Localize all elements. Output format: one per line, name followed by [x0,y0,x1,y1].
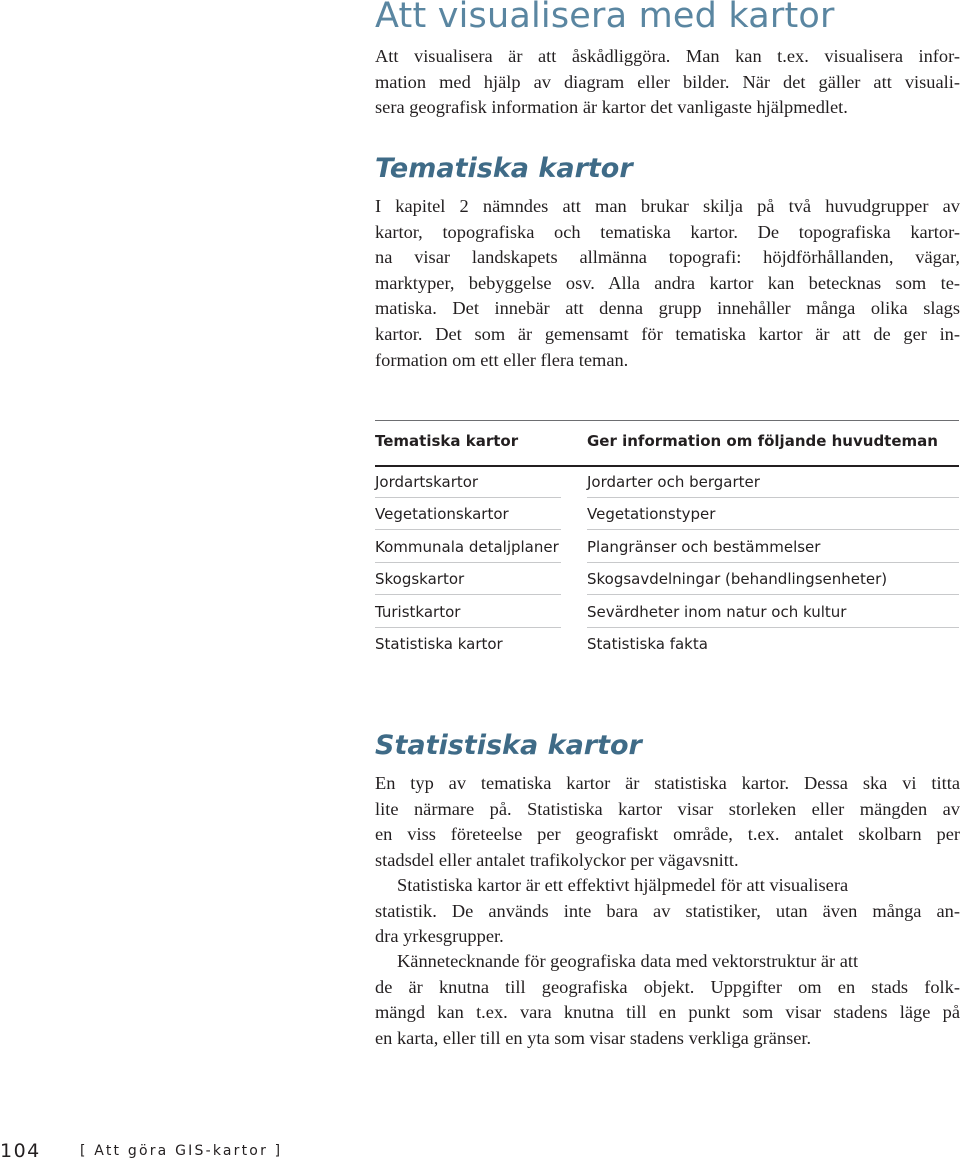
text-line: Kännetecknande för geografiska data med vektorstruktur är att [397,951,859,971]
table-cell-map-type: Kommunala detaljplaner [375,538,559,556]
table-header-cell: Ger information om följande huvudteman [587,432,938,450]
text-line: en karta, eller till en yta som visar stadens verkliga gränser. [375,1027,812,1048]
table-cell-map-type: Skogskartor [375,570,465,588]
row-divider [587,627,959,628]
text-line: En typ av tematiska kartor är statistiska kartor. Dessa ska vi titta [375,773,960,793]
text-line: matiska. Det innebär att denna grupp innehåller många olika slags [375,298,960,319]
row-divider [375,594,561,595]
statistiska-paragraph-3 [375,949,960,1051]
row-divider [587,529,959,530]
text-line: formation om ett eller flera teman. [375,349,629,370]
statistiska-paragraph-1 [375,771,960,873]
page-number: 104 [0,1140,41,1162]
text-line: lite närmare på. Statistiska kartor visar storleken eller mängden av [375,798,960,819]
row-divider [375,627,561,628]
table-cell-theme: Vegetationstyper [587,505,716,523]
text-line: en viss företeelse per geografiskt område, t.ex. antalet skolbarn per [375,824,960,845]
table-cell-map-type: Statistiska kartor [375,635,503,653]
text-line: kartor, topografiska och tematiska kartor. De topografiska kartor- [375,221,960,242]
table-cell-map-type: Turistkartor [375,603,461,621]
text-line: de är knutna till geografiska objekt. Uppgifter om en stads folk- [375,976,960,997]
table-cell-theme: Statistiska fakta [587,635,708,653]
running-footer-title: [ Att göra GIS-kartor ] [80,1143,283,1159]
text-line: kartor. Det som är gemensamt för tematiska kartor är att de ger in- [375,323,960,344]
table-header-cell: Tematiska kartor [375,432,519,450]
text-line: I kapitel 2 nämndes att man brukar skilja på två huvudgrupper av [375,196,960,216]
text-line: mation med hjälp av diagram eller bilder. När det gäller att visuali- [375,71,960,92]
row-divider [587,497,959,498]
text-line: mängd kan t.ex. vara knutna till en punkt som visar stadens läge på [375,1002,960,1023]
row-divider [375,497,561,498]
intro-paragraph [375,44,960,121]
table-cell-theme: Sevärdheter inom natur och kultur [587,603,847,621]
table-cell-theme: Skogsavdelningar (behandlingsenheter) [587,570,888,588]
text-line: na visar landskapets allmänna topografi: höjdförhållanden, vägar, [375,247,960,268]
text-line: stadsdel eller antalet trafikolyckor per vägavsnitt. [375,849,739,870]
tematiska-paragraph [375,194,960,373]
row-divider [375,529,561,530]
table-top-rule [375,420,959,421]
section-heading-statistiska: Statistiska kartor [375,730,642,761]
text-line: Att visualisera är att åskådliggöra. Man kan t.ex. visualisera infor- [375,46,960,66]
section-heading-tematiska: Tematiska kartor [375,153,633,184]
text-line: dra yrkesgrupper. [375,926,504,947]
page-title: Att visualisera med kartor [375,0,835,36]
text-line: marktyper, bebyggelse osv. Alla andra kartor kan betecknas som te- [375,272,960,293]
text-line: sera geografisk information är kartor det vanligaste hjälpmedlet. [375,97,848,118]
statistiska-paragraph-2 [375,873,960,950]
table-cell-map-type: Jordartskartor [375,473,479,491]
table-cell-theme: Jordarter och bergarter [587,473,760,491]
table-header-rule [375,465,959,467]
table-cell-map-type: Vegetationskartor [375,505,509,523]
row-divider [587,562,959,563]
table-cell-theme: Plangränser och bestämmelser [587,538,821,556]
text-line: Statistiska kartor är ett effektivt hjälpmedel för att visualisera [397,875,849,895]
row-divider [587,594,959,595]
text-line: statistik. De används inte bara av statistiker, utan även många an- [375,900,960,921]
row-divider [375,562,561,563]
